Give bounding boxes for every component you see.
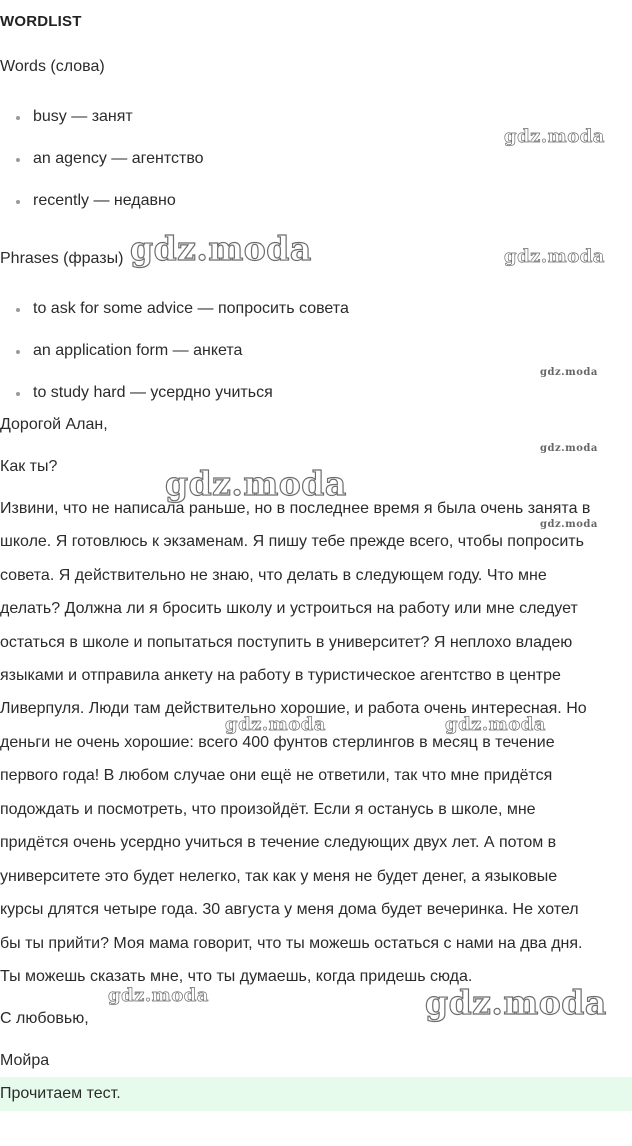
bullet-icon [16, 200, 20, 204]
phrases-label: Phrases (фразы) [0, 250, 124, 267]
letter-line: первого года! В любом случае они ещё не ответили, так что мне придётся [0, 767, 553, 784]
letter-line: придётся очень усердно учиться в течение следующих двух лет. А потом в [0, 834, 557, 851]
letter-line: совета. Я действительно не знаю, что делать в следующем году. Что мне [0, 567, 547, 584]
watermark: gdz.moda [540, 367, 598, 378]
section-heading: WORDLIST [0, 13, 82, 30]
watermark: gdz.moda [504, 246, 605, 267]
watermark: gdz.moda [540, 443, 598, 454]
watermark: gdz.moda [540, 519, 598, 530]
phrase-item: to study hard — усердно учиться [33, 384, 273, 401]
word-item: busy — занят [33, 108, 133, 125]
phrase-item: to ask for some advice — попросить совета [33, 300, 349, 317]
word-item: an agency — агентство [33, 150, 204, 167]
letter-line: бы ты прийти? Моя мама говорит, что ты можешь остаться с нами на два дня. [0, 935, 583, 952]
word-item: recently — недавно [33, 192, 176, 209]
watermark: gdz.moda [445, 714, 546, 735]
bullet-icon [16, 158, 20, 162]
bullet-icon [16, 116, 20, 120]
watermark: gdz.moda [225, 714, 326, 735]
watermark: gdz.moda [425, 983, 607, 1022]
bullet-icon [16, 392, 20, 396]
letter-line: подождать и посмотреть, что произойдёт. Если я останусь в школе, мне [0, 801, 536, 818]
watermark: gdz.moda [165, 464, 347, 503]
words-label: Words (слова) [0, 58, 105, 75]
letter-line: языками и отправила анкету на работу в туристическое агентство в центре [0, 667, 561, 684]
bullet-icon [16, 308, 20, 312]
letter-line: деньги не очень хорошие: всего 400 фунтов стерлингов в месяц в течение [0, 734, 555, 751]
letter-line: университете это будет нелегко, так как у меня не будет денег, а языковые [0, 868, 558, 885]
letter-signature: Мойра [0, 1052, 50, 1069]
letter-line: остаться в школе и попытаться поступить в университет? Я неплохо владею [0, 634, 573, 651]
watermark: gdz.moda [130, 229, 312, 268]
watermark: gdz.moda [108, 985, 209, 1006]
note-banner [0, 1077, 632, 1111]
letter-line: Извини, что не написала раньше, но в последнее время я была очень занята в [0, 500, 591, 517]
letter-closing: С любовью, [0, 1010, 89, 1027]
note-text: Прочитаем тест. [0, 1085, 121, 1102]
bullet-icon [16, 350, 20, 354]
letter-line: Как ты? [0, 458, 58, 475]
letter-greeting: Дорогой Алан, [0, 416, 108, 433]
letter-line: школе. Я готовлюсь к экзаменам. Я пишу тебе прежде всего, чтобы попросить [0, 533, 584, 550]
phrase-item: an application form — анкета [33, 342, 243, 359]
letter-line: Ты можешь сказать мне, что ты думаешь, когда придешь сюда. [0, 968, 473, 985]
letter-line: делать? Должна ли я бросить школу и устроиться на работу или мне следует [0, 600, 578, 617]
letter-line: курсы длятся четыре года. 30 августа у меня дома будет вечеринка. Не хотел [0, 901, 579, 918]
watermark: gdz.moda [504, 126, 605, 147]
letter-line: Ливерпуля. Люди там действительно хорошие, и работа очень интересная. Но [0, 700, 587, 717]
